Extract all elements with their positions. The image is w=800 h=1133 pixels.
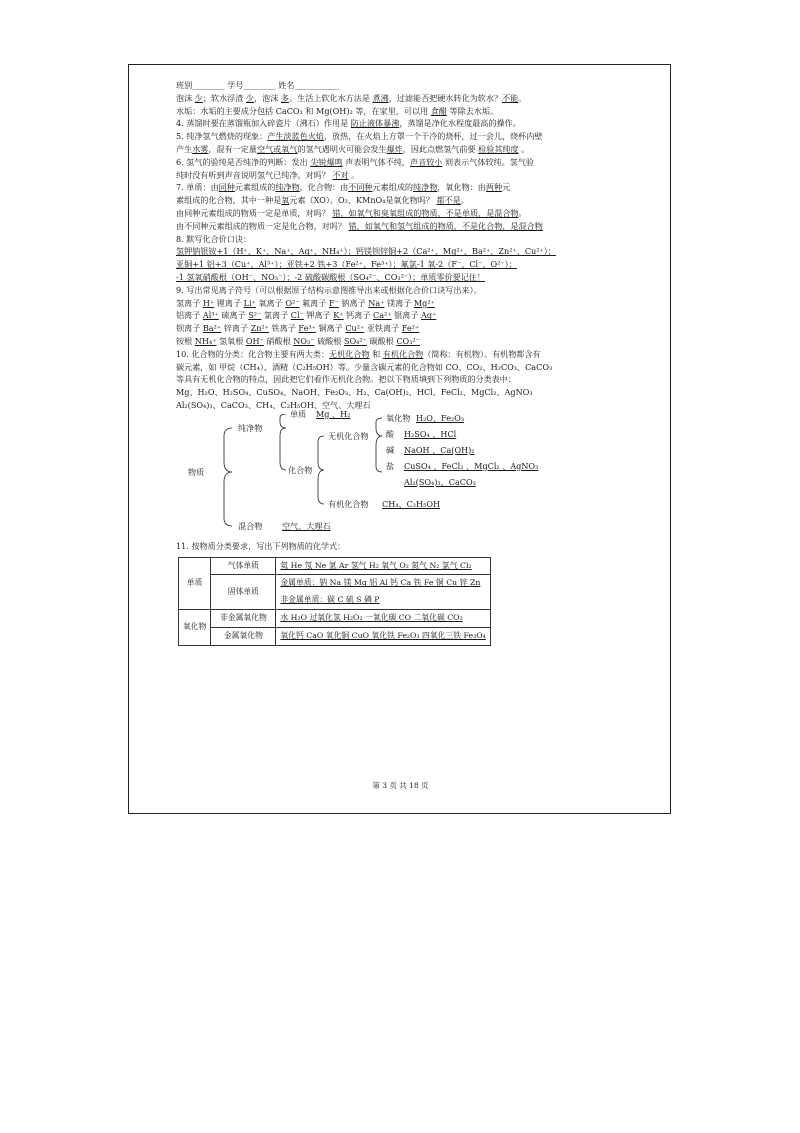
- answer-text: 多: [280, 92, 289, 103]
- answer-text: 无机化合物: [329, 348, 370, 359]
- answer-text: F⁻: [328, 297, 339, 308]
- body-text: 5. 纯净氢气燃烧的现象：: [176, 131, 268, 142]
- table-sub-metal-oxide: 金属氧化物: [211, 627, 276, 645]
- tree-pure: 纯净物: [238, 422, 263, 433]
- body-text: 4. 蒸馏时要在蒸馏瓶加入碎瓷片（沸石）作用是: [176, 118, 351, 129]
- answer-text: O²⁻: [285, 297, 300, 308]
- tree-base: 碱: [386, 444, 395, 455]
- body-text: 元: [502, 182, 511, 193]
- text-line: [176, 297, 636, 310]
- body-text: ，因此点燃氢气前要: [402, 143, 479, 154]
- body-text: 。生活上软化水方法是: [289, 92, 373, 103]
- text-line: [176, 271, 636, 284]
- text-line: [176, 105, 636, 118]
- question-11: 11. 按物质分类要求，写出下列物质的化学式：: [176, 540, 346, 551]
- body-text: （简称：有机物）。有机物都含有: [423, 348, 541, 359]
- body-text: 元素组成的: [372, 182, 414, 193]
- body-text: 。: [460, 195, 469, 206]
- tree-oxide: 氧化物: [386, 412, 411, 423]
- text-line: [176, 399, 636, 412]
- answer-text: Ca²⁺: [373, 310, 392, 321]
- body-text: ，放热，在火焰上方罩一个干冷的烧杯，过一会儿，烧杯内壁: [323, 131, 543, 142]
- answer-text: 防止液体暴沸: [350, 118, 400, 129]
- table-gas-answer: 氦 He 氖 Ne 氩 Ar 氢气 H₂ 氧气 O₂ 氮气 N₂ 氯气 Cl₂: [276, 557, 490, 575]
- text-line: [176, 207, 636, 220]
- answer-text: 不对: [332, 169, 349, 180]
- answer-text: NO₃⁻: [293, 335, 315, 346]
- text-line: [176, 143, 636, 156]
- answer-text: 水雾: [192, 143, 209, 154]
- answer-text: 错，如氧气和氢气组成的物质，不是化合物，是混合物: [348, 220, 543, 231]
- body-text: ，蒸馏是净化水程度最高的操作。: [399, 118, 521, 129]
- answer-text: CO₃²⁻: [396, 335, 420, 346]
- answer-text: K⁺: [333, 310, 344, 321]
- body-text: 氢离子: [176, 297, 203, 308]
- body-text: 8. 默写化合价口诀：: [176, 233, 252, 244]
- body-text: 铁离子: [268, 323, 299, 334]
- body-text: 钡离子: [176, 323, 203, 334]
- text-line: [176, 117, 636, 130]
- answer-text: Fe²⁺: [401, 323, 420, 334]
- answer-text: 检验其纯度: [478, 143, 519, 154]
- body-text: 10. 化合物的分类：化合物主要有两大类：: [176, 348, 330, 359]
- tree-inorganic: 无机化合物: [328, 430, 369, 441]
- tree-salt: 盐: [386, 460, 395, 471]
- text-line: [176, 322, 636, 335]
- answer-text: 不同种: [348, 182, 373, 193]
- text-line: [176, 258, 636, 271]
- body-text: 锂离子: [214, 297, 244, 308]
- answer-text: 纯净物: [275, 182, 300, 193]
- tree-element: 单质: [290, 408, 307, 419]
- tree-root: 物质: [188, 466, 205, 477]
- body-text: 泡沫: [176, 92, 195, 103]
- body-text: ，过滤能否把硬水转化为软水？: [388, 92, 503, 103]
- body-text: 7. 单质：由: [176, 182, 219, 193]
- text-line: [176, 373, 636, 386]
- compound-bracket-top: [318, 436, 324, 470]
- body-text: 则表示气体较纯。氢气验: [442, 156, 534, 167]
- table-sub-solid: 固体单质: [211, 575, 276, 610]
- answer-text: 空气或氧气: [256, 143, 298, 154]
- body-text: 。: [518, 207, 527, 218]
- text-line: [176, 233, 636, 246]
- answer-text: -1 氢氧硝酸根（OH⁻、NO₃⁻）；-2 硫酸碳酸根（SO₄²⁻、CO₃²⁻）；单质零价要记住！: [176, 271, 485, 282]
- table-nonmetal-oxide-answer: 水 H₂O 过氧化氢 H₂O₂ 一氧化碳 CO 二氧化碳 CO₂: [276, 609, 490, 627]
- body-text: ，混有一定量: [208, 143, 257, 154]
- text-line: [176, 92, 636, 105]
- answer-text: 都不是: [436, 195, 461, 206]
- answer-text: S²⁻: [248, 310, 262, 321]
- body-text: 氟离子: [299, 297, 329, 308]
- answer-text: 亚铜+1 铝+3（Cu⁺、Al³⁺）；亚铁+2 铁+3（Fe²⁺、Fe³⁺）；氟氯-1 氧-2（F⁻、Cl⁻、O²⁻）；: [176, 259, 517, 270]
- text-line: [176, 309, 636, 322]
- answer-text: Cu²⁺: [345, 323, 365, 334]
- body-text: 等除去水垢。: [446, 105, 499, 116]
- text-line: [176, 181, 636, 194]
- table-row: [179, 575, 491, 592]
- answer-text: 氧: [281, 195, 290, 206]
- tree-compound: 化合物: [288, 464, 313, 475]
- tree-mixture-answer: 空气、大理石: [282, 520, 331, 531]
- answer-text: 错，如氧气和臭氧组成的物质，不是单质，是混合物: [332, 207, 519, 218]
- root-bracket-bottom: [224, 472, 232, 526]
- text-line: [176, 284, 636, 297]
- answer-text: 少: [194, 92, 203, 103]
- body-text: 元素组成的: [234, 182, 276, 193]
- body-text: 由不同种元素组成的物质一定是化合物，对吗？: [176, 220, 349, 231]
- answer-text: 声音较小: [410, 156, 443, 167]
- table-metal-oxide-answer: 氧化钙 CaO 氧化铜 CuO 氧化铁 Fe₂O₃ 四氧化三铁 Fe₃O₄: [276, 627, 490, 645]
- answer-text: 爆炸: [386, 143, 403, 154]
- body-text: 碳酸根: [366, 335, 397, 346]
- text-line: [176, 156, 636, 169]
- answer-text: 尖锐爆鸣: [310, 156, 343, 167]
- answer-text: 煮沸: [372, 92, 389, 103]
- table-cat-oxide: 氧化物: [179, 609, 211, 645]
- body-text: 由同种元素组成的物质一定是单质，对吗？: [176, 207, 333, 218]
- body-text: 水垢：水垢的主要成分包括 CaCO₃ 和 Mg(OH)₂ 等，在家里，可以用: [176, 105, 431, 116]
- body-text: 亚铁离子: [364, 323, 402, 334]
- body-text: 产生: [176, 143, 193, 154]
- body-text: 氢氧根: [216, 335, 246, 346]
- answer-text: 两种: [485, 182, 503, 193]
- text-line: [176, 220, 636, 233]
- answer-text: 少: [245, 92, 255, 103]
- tree-oxide-answer: H₂O、Fe₂O₃: [416, 412, 465, 423]
- page-content: [176, 79, 636, 646]
- answer-text: Li⁺: [243, 297, 256, 308]
- body-text: 银离子: [391, 310, 421, 321]
- body-text: 钠离子: [338, 297, 369, 308]
- body-text: 9. 写出常见离子符号（可以根据原子结构示意图推导出来或根据化合价口诀写出来）。: [176, 284, 482, 295]
- text-line: [176, 245, 636, 258]
- body-text: ；软水浮渣: [202, 92, 246, 103]
- body-text: 的氢气遇明火可能会发生: [297, 143, 387, 154]
- root-bracket-top: [224, 428, 232, 472]
- answer-text: Zn²⁺: [250, 323, 269, 334]
- text-line: [176, 386, 636, 399]
- body-text: 锌离子: [221, 323, 251, 334]
- answer-text: Fe³⁺: [298, 323, 316, 334]
- tree-base-answer: NaOH 、Ca(OH)₂: [404, 444, 475, 455]
- table-cat-element: 单质: [179, 557, 211, 609]
- table-solid-answer-nonmetal: 非金属单质：碳 C 硫 S 磷 P: [276, 592, 490, 609]
- body-text: 硫离子: [218, 310, 249, 321]
- answer-text: 不能: [502, 92, 519, 103]
- answer-text: 同种: [218, 182, 235, 193]
- body-text: 硫酸根: [314, 335, 344, 346]
- table-row: [179, 627, 491, 645]
- body-text: ，氧化物：由: [437, 182, 486, 193]
- body-text: Mg、H₂O、H₂SO₄、CuSO₄、NaOH、Fe₂O₃、H₂、Ca(OH)₂、HCl、FeCl₂、MgCl₂、AgNO₃: [176, 387, 533, 398]
- body-text: 钾离子: [303, 310, 334, 321]
- text-line: [176, 348, 636, 361]
- body-text: 氧离子: [255, 297, 286, 308]
- answer-text: 纯净物: [413, 182, 438, 193]
- answer-text: Al³⁺: [202, 310, 219, 321]
- classification-table: [178, 557, 491, 646]
- compound-bracket-bottom: [318, 470, 324, 504]
- page-frame: [128, 64, 671, 814]
- pure-bracket-bottom: [280, 428, 286, 470]
- tree-element-answer: Mg 、H₂: [316, 408, 351, 419]
- tree-acid: 酸: [386, 428, 395, 439]
- tree-organic: 有机化合物: [328, 498, 369, 509]
- tree-acid-answer: H₂SO₄ 、HCl: [404, 428, 457, 439]
- table-row: [179, 557, 491, 575]
- body-text: 镁离子: [384, 297, 414, 308]
- answer-text: 产生淡蓝色火焰: [267, 131, 324, 142]
- answer-text: Ba²⁺: [202, 323, 222, 334]
- table-row: [179, 609, 491, 627]
- body-text: 。: [518, 92, 527, 103]
- body-text: 素组成的化合物，其中一种是: [176, 195, 282, 206]
- answer-text: OH⁻: [245, 335, 264, 346]
- answer-text: Mg²⁺: [413, 297, 435, 308]
- body-text: 和: [369, 348, 383, 359]
- answer-text: 食醋: [430, 105, 447, 116]
- tree-organic-answer: CH₄、C₂H₅OH: [382, 498, 441, 509]
- body-text: 铝离子: [176, 310, 203, 321]
- text-line: [176, 130, 636, 143]
- body-text: 等具有无机化合物的特点，因此把它们看作无机化合物。把以下物质填到下列物质的分类表中：: [176, 374, 516, 385]
- text-line: [176, 194, 636, 207]
- body-text: Al₂(SO₄)₃、CaCO₃、CH₄、C₂H₅OH、空气、大理石: [176, 399, 371, 410]
- answer-text: 有机化合物: [382, 348, 424, 359]
- answer-text: 氢钾钠银铵+1（H⁺、K⁺、Na⁺、Ag⁺、NH₄⁺）；钙镁钡锌铜+2（Ca²⁺、Mg²⁺、Ba²⁺、Zn²⁺、Cu²⁺）；: [176, 246, 556, 257]
- body-text: 铜离子: [315, 323, 346, 334]
- classification-tree: [176, 408, 636, 534]
- body-text: 声表明气体不纯，: [342, 156, 410, 167]
- text-line: [176, 361, 636, 374]
- answer-text: H⁺: [202, 297, 215, 308]
- body-text: ，化合物：由: [299, 182, 349, 193]
- answer-text: Ag⁺: [421, 310, 437, 321]
- text-line: [176, 169, 636, 182]
- text-lines: [176, 92, 636, 412]
- tree-salt-answer-2: Al₂(SO₄)₃、CaCO₃: [404, 476, 476, 487]
- body-text: 。: [348, 169, 360, 180]
- body-text: 纯时没有听到声音说明氢气已纯净。对吗？: [176, 169, 333, 180]
- body-text: 碳元素，如 甲烷（CH₄）、酒精（C₂H₅OH）等。少量含碳元素的化合物如 CO、CO₂、H₂CO₃、CaCO₃: [176, 361, 553, 372]
- body-text: 氯离子: [261, 310, 291, 321]
- body-text: ，泡沫: [254, 92, 281, 103]
- header-line: 班别________ 学号________ 姓名___________: [176, 80, 339, 90]
- answer-text: NH₄⁺: [194, 335, 217, 346]
- inorganic-bracket-top: [376, 418, 382, 436]
- body-text: 6. 氢气的验纯是否纯净的判断：发出: [176, 156, 311, 167]
- table-sub-nonmetal-oxide: 非金属氧化物: [211, 609, 276, 627]
- tree-salt-answer: CuSO₄ 、FeCl₂ 、MgCl₂ 、AgNO₃: [404, 460, 539, 471]
- answer-text: Cl⁻: [290, 310, 304, 321]
- page-footer: 第 3 页 共 18 页: [372, 781, 429, 790]
- text-line: [176, 335, 636, 348]
- body-text: 铵根: [176, 335, 195, 346]
- table-solid-answer-metal: 金属单质：钠 Na 镁 Mg 铝 Al 钙 Ca 铁 Fe 铜 Cu 锌 Zn: [276, 575, 490, 592]
- body-text: 元素（XO）。O₂、KMnO₄是氧化物吗？: [289, 195, 437, 206]
- body-text: 。: [518, 143, 530, 154]
- body-text: 硝酸根: [263, 335, 294, 346]
- answer-text: Na⁺: [368, 297, 385, 308]
- inorganic-bracket-bottom: [376, 436, 382, 472]
- answer-text: SO₄²⁻: [343, 335, 367, 346]
- tree-mixture: 混合物: [238, 520, 263, 531]
- table-sub-gas: 气体单质: [211, 557, 276, 575]
- pure-bracket-top: [280, 414, 286, 428]
- body-text: 钙离子: [343, 310, 374, 321]
